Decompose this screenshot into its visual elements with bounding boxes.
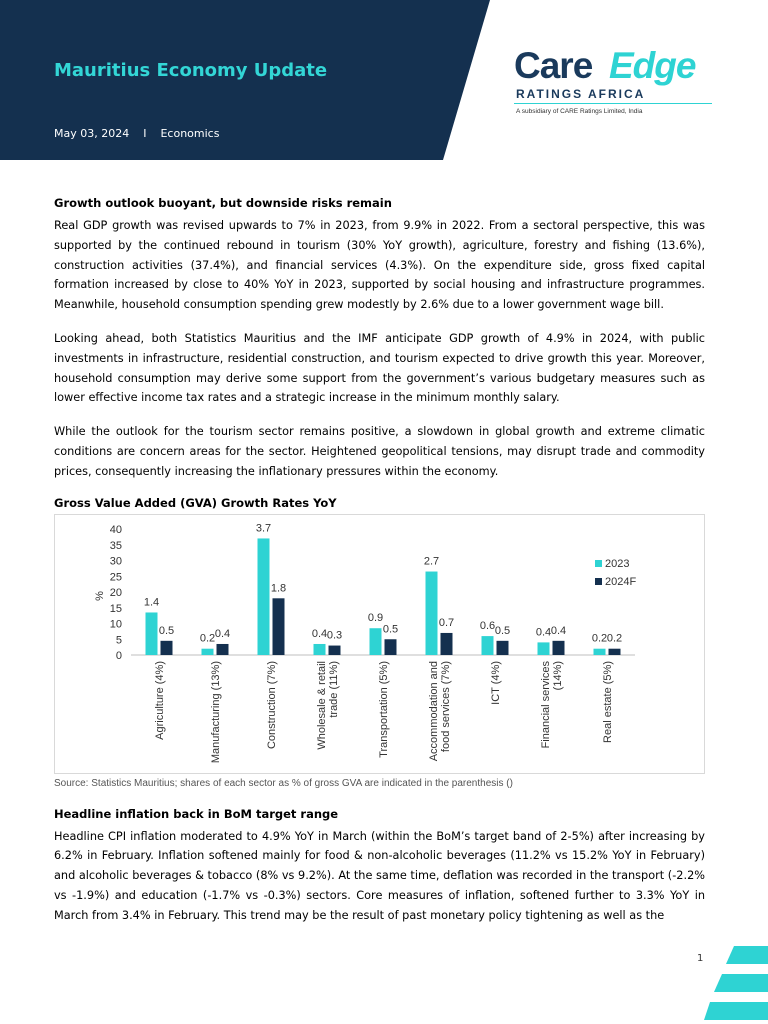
bar-2024f-1 bbox=[217, 644, 229, 655]
data-label: 0.7 bbox=[438, 616, 455, 629]
deco-stripe bbox=[726, 946, 768, 964]
x-tick-label bbox=[602, 661, 614, 743]
y-tick-label: 20 bbox=[109, 586, 122, 599]
logo-brand-left: Care bbox=[514, 45, 593, 86]
header-band bbox=[0, 0, 768, 160]
publish-date: May 03, 2024 bbox=[54, 127, 130, 140]
bar-2023-8 bbox=[594, 648, 606, 654]
legend-swatch bbox=[595, 560, 602, 567]
x-tick-label-line: ICT (4%) bbox=[490, 660, 502, 705]
data-label: 0.2 bbox=[199, 632, 216, 645]
careedge-logo bbox=[514, 45, 724, 118]
chart-source: Source: Statistics Mauritius; shares of each sector as % of gross GVA are indicated in the parenthesis () bbox=[54, 777, 513, 789]
bar-2024f-0 bbox=[161, 640, 173, 654]
x-tick-label bbox=[540, 660, 564, 748]
bar-2024f-7 bbox=[553, 640, 565, 654]
x-tick-label-line: trade (11%) bbox=[328, 660, 340, 718]
bar-2024f-4 bbox=[385, 639, 397, 655]
data-label: 1.4 bbox=[143, 596, 160, 609]
legend-label: 2024F bbox=[605, 575, 637, 588]
chart-title: Gross Value Added (GVA) Growth Rates YoY bbox=[54, 495, 337, 510]
y-tick-label: 5 bbox=[115, 633, 122, 646]
legend-label: 2023 bbox=[605, 557, 630, 570]
footer-decoration bbox=[700, 940, 768, 1024]
bar-2024f-6 bbox=[497, 640, 509, 654]
data-label: 0.4 bbox=[311, 627, 328, 640]
bar-2024f-8 bbox=[609, 648, 621, 654]
y-tick-label: 35 bbox=[109, 539, 122, 552]
category-label: Economics bbox=[160, 127, 220, 140]
x-tick-label bbox=[490, 661, 502, 705]
meta-line bbox=[54, 127, 219, 140]
bar-2023-0 bbox=[146, 612, 158, 655]
y-tick-label: 10 bbox=[109, 618, 122, 631]
y-tick-label: 0 bbox=[115, 649, 122, 662]
x-tick-label-line: Accommodation and bbox=[428, 660, 440, 761]
bar-2023-4 bbox=[370, 628, 382, 655]
y-tick-label: 15 bbox=[109, 602, 122, 615]
data-label: 1.8 bbox=[270, 581, 287, 594]
bar-2023-3 bbox=[314, 644, 326, 655]
logo-brand-right: Edge bbox=[609, 45, 696, 86]
bar-2023-6 bbox=[482, 636, 494, 655]
x-tick-label-line: Wholesale & retail bbox=[316, 660, 328, 750]
bar-2023-7 bbox=[538, 642, 550, 655]
x-tick-label bbox=[154, 661, 166, 740]
x-tick-label-line: food services (7%) bbox=[440, 660, 452, 752]
bar-2023-1 bbox=[202, 648, 214, 654]
x-tick-label-line: Transportation (5%) bbox=[378, 660, 390, 758]
bar-2023-2 bbox=[258, 538, 270, 655]
paragraph: Headline CPI inflation moderated to 4.9% YoY in March (within the BoM’s target band of 2-5%) after increasing by 6.2% in February. Inflation softened mainly for food & non-alcoholic beverages (11.2% vs 15.2% YoY in February) and alcoholic beverages & tobacco (8% vs 9.2%). At the same time, deflation was recorded in the transport (-2.2% vs -1.9%) and education (-1.7% vs -0.3%) sectors. Core measures of inflation, softened further to 3.3% YoY in March from 3.4% in February. This trend may be the result of past monetary policy tightening as well as the bbox=[54, 829, 705, 922]
x-tick-label bbox=[210, 661, 222, 763]
x-tick-label-line: Manufacturing (13%) bbox=[210, 660, 222, 763]
data-label: 0.5 bbox=[494, 624, 511, 637]
paragraph: While the outlook for the tourism sector remains positive, a slowdown in global growth and extreme climatic conditions are concern areas for the sector. Heightened geopolitical tensions, may disrupt trade and commodity prices, consequently increasing the inflationary pressures within the economy. bbox=[54, 425, 705, 478]
x-tick-label bbox=[266, 661, 278, 749]
y-axis-label: % bbox=[94, 590, 106, 601]
data-label: 0.2 bbox=[591, 632, 608, 645]
bar-2024f-2 bbox=[273, 598, 285, 655]
x-tick-label-line: Construction (7%) bbox=[266, 660, 278, 749]
data-label: 0.6 bbox=[479, 619, 496, 632]
data-label: 0.4 bbox=[214, 627, 231, 640]
bar-2023-5 bbox=[426, 571, 438, 654]
x-tick-label bbox=[428, 661, 452, 761]
x-tick-label-line: Financial services bbox=[540, 660, 552, 748]
main-content bbox=[54, 196, 705, 940]
data-label: 3.7 bbox=[255, 522, 272, 535]
data-label: 2.7 bbox=[423, 555, 440, 568]
paragraph: Real GDP growth was revised upwards to 7% in 2023, from 9.9% in 2022. From a sectoral perspective, this was supported by the continued rebound in tourism (30% YoY growth), agriculture, forestry and fishing (13.6%), construction activities (37.4%), and financial services (4.3%). On the expenditure side, gross fixed capital formation increased by close to 40% YoY in 2023, supported by social housing and infrastructure programmes. Meanwhile, household consumption spending grew modestly by 2.6% due to a lower government wage bill. bbox=[54, 219, 705, 312]
gva-bar-chart bbox=[55, 515, 704, 773]
data-label: 0.4 bbox=[550, 624, 567, 637]
y-tick-label: 25 bbox=[109, 570, 122, 583]
section-heading-growth: Growth outlook buoyant, but downside risks remain bbox=[54, 196, 392, 210]
x-tick-label-line: Real estate (5%) bbox=[602, 660, 614, 743]
x-tick-label bbox=[316, 661, 340, 750]
data-label: 0.5 bbox=[382, 622, 399, 635]
logo-divider bbox=[514, 103, 712, 104]
x-tick-label bbox=[378, 661, 390, 758]
legend-swatch bbox=[595, 578, 602, 585]
data-label: 0.3 bbox=[326, 629, 343, 642]
deco-stripe bbox=[704, 1002, 768, 1020]
bar-2024f-3 bbox=[329, 645, 341, 654]
chart-container bbox=[54, 514, 705, 774]
data-label: 0.9 bbox=[367, 611, 384, 624]
logo-subtitle: RATINGS AFRICA bbox=[516, 87, 646, 101]
page-number: 1 bbox=[697, 953, 704, 964]
x-tick-label-line: Agriculture (4%) bbox=[154, 660, 166, 740]
paragraph: Looking ahead, both Statistics Mauritius and the IMF anticipate GDP growth of 4.9% in 2024, with public investments in infrastructure, residential construction, and tourism expected to drive growth this year. Moreover, household consumption may derive some support from the government’s various budgetary measures such as lower effective income tax rates and a strategic increase in the minimum monthly salary. bbox=[54, 331, 705, 405]
meta-separator: I bbox=[143, 127, 147, 140]
data-label: 0.5 bbox=[158, 624, 175, 637]
y-tick-label: 30 bbox=[109, 555, 122, 568]
y-tick-label: 40 bbox=[109, 523, 122, 536]
data-label: 0.4 bbox=[535, 625, 552, 638]
data-label: 0.2 bbox=[606, 632, 623, 645]
page-title: Mauritius Economy Update bbox=[54, 60, 328, 81]
section-heading-inflation: Headline inflation back in BoM target range bbox=[54, 806, 339, 821]
x-tick-label-line: (14%) bbox=[552, 660, 564, 690]
bar-2024f-5 bbox=[441, 633, 453, 655]
logo-note: A subsidiary of CARE Ratings Limited, India bbox=[516, 108, 643, 115]
deco-stripe bbox=[714, 974, 768, 992]
